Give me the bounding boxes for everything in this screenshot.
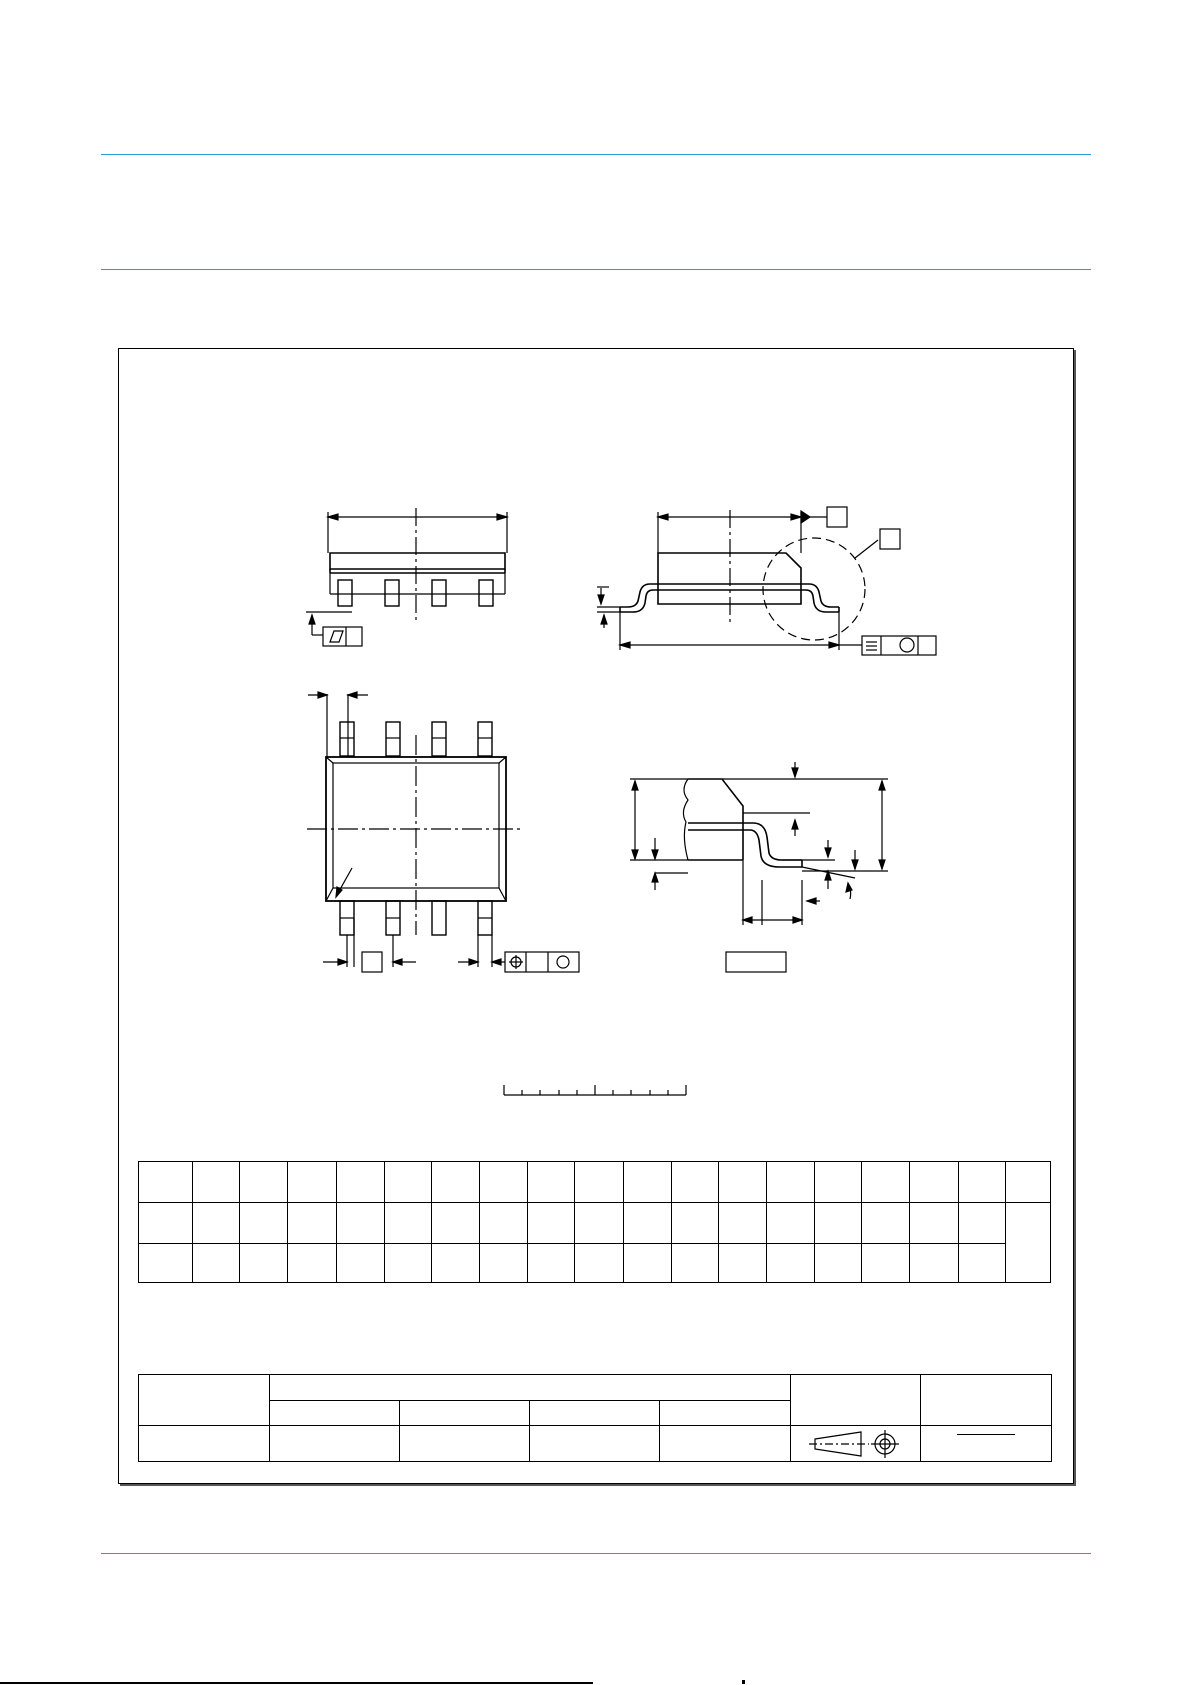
projection-cell — [791, 1426, 921, 1462]
end-view — [597, 507, 936, 655]
table-row — [139, 1203, 1051, 1244]
projection-circle-icon — [871, 1430, 899, 1458]
table-row — [139, 1375, 1052, 1401]
table-row — [139, 1426, 1052, 1462]
datum-box-top — [827, 507, 847, 527]
issue-date-cell — [921, 1426, 1052, 1462]
detail-view — [630, 762, 888, 972]
flatness-icon — [330, 631, 343, 642]
table-row — [139, 1244, 1051, 1283]
position-icon — [509, 955, 523, 969]
scale-bar — [504, 1085, 686, 1095]
circle-icon — [900, 638, 914, 652]
dimensions-table — [138, 1161, 1051, 1283]
top-view — [307, 692, 579, 972]
outline-table — [138, 1374, 1052, 1462]
datum-box-bottom — [362, 952, 382, 972]
footer-tick — [742, 1680, 745, 1684]
side-view — [306, 508, 507, 646]
footer-baseline — [0, 1682, 593, 1684]
flatness-frame — [323, 627, 362, 646]
table-row — [139, 1162, 1051, 1203]
datum-box-detail — [880, 529, 900, 549]
detail-label-box — [726, 952, 786, 972]
